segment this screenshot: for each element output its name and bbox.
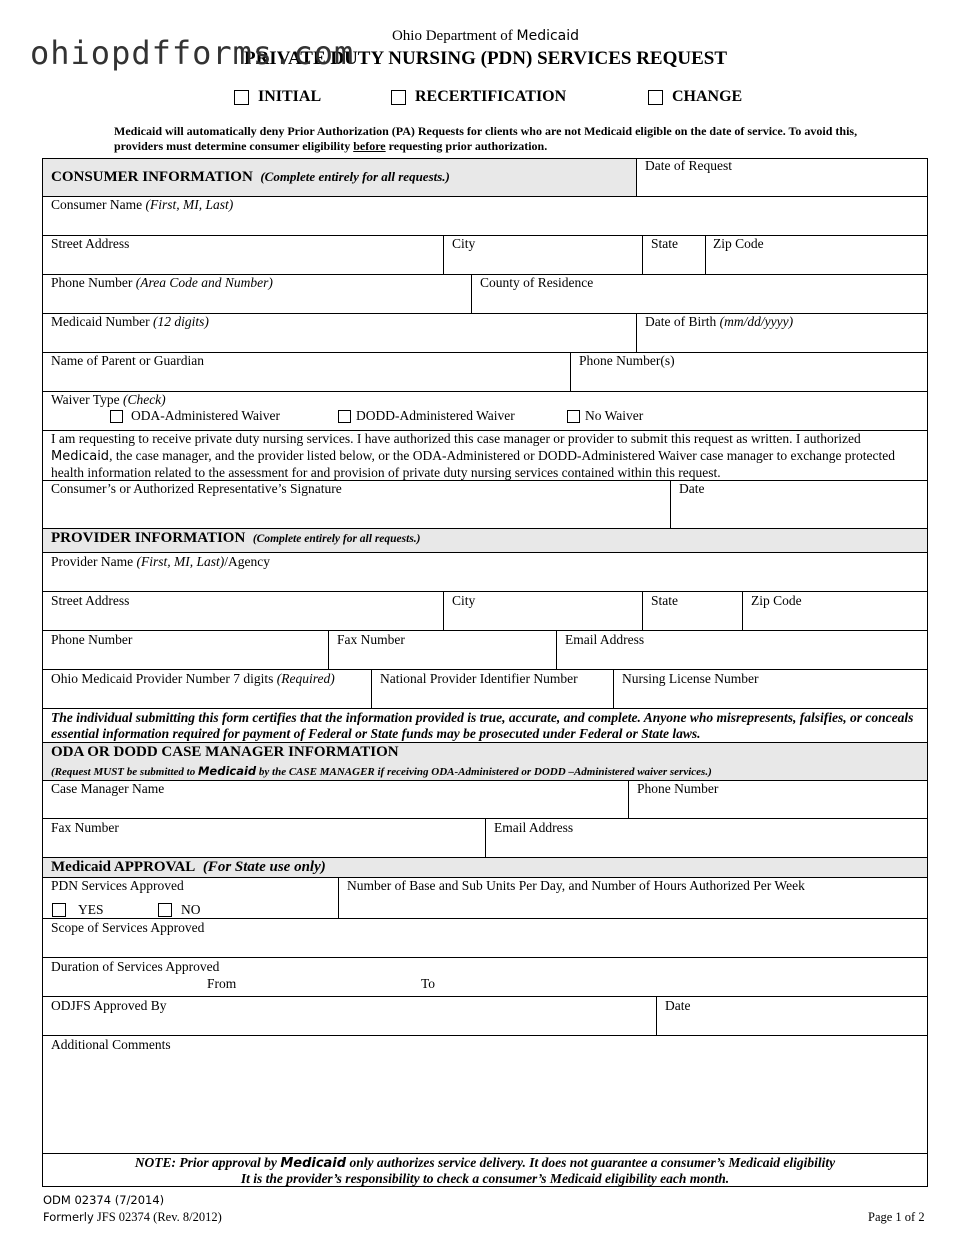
guardian-phone-field[interactable]: Phone Number(s): [579, 353, 675, 368]
certification-statement: The individual submitting this form certifies that the information provided is true, accurate, and complete. Anyone who misrepresents, falsifies, or conceals essential information required for payment of Federal or State funds may be prosecuted under Federal or State laws.: [51, 710, 914, 741]
note-text-1: NOTE: Prior approval by: [134, 1155, 281, 1170]
oda-waiver-checkbox[interactable]: [110, 410, 123, 423]
approved-by-field[interactable]: ODJFS Approved By: [51, 998, 167, 1013]
note-line-2: It is the provider’s responsibility to check a consumer’s Medicaid eligibility each month.: [240, 1171, 730, 1186]
consumer-state-field[interactable]: State: [651, 236, 678, 251]
auth-text-2: , the case manager, and the provider listed below, or the ODA-Administered or DODD-Administered Waiver case manager to exchange protected health information related to the assessment for and provision of private duty nursing services contained within this request.: [51, 447, 896, 480]
provider-email-field[interactable]: Email Address: [565, 632, 645, 647]
consumer-name-hint: (First, MI, Last): [145, 197, 234, 212]
page-number: Page 1 of 2: [868, 1210, 925, 1224]
medicaid-number-hint: (12 digits): [152, 314, 209, 329]
form-number: ODM 02374 (7/2014): [43, 1193, 165, 1207]
note-medicaid: Medicaid: [280, 1156, 347, 1171]
no-waiver-option[interactable]: [567, 408, 643, 424]
provider-title-text: PROVIDER INFORMATION: [51, 530, 246, 546]
change-checkbox[interactable]: [648, 90, 663, 105]
agency-medicaid: Medicaid: [516, 28, 580, 44]
dodd-waiver-label: DODD-Administered Waiver: [356, 408, 515, 423]
notice-text-2: requesting prior authorization.: [385, 139, 548, 153]
yes-checkbox[interactable]: [52, 903, 66, 917]
provider-phone-field[interactable]: Phone Number: [51, 632, 133, 647]
note-line-1: [42, 1155, 928, 1172]
auth-medicaid: Medicaid: [51, 448, 110, 464]
initial-label: INITIAL: [258, 88, 322, 105]
approval-date-field[interactable]: Date: [665, 998, 691, 1013]
ohio-provider-number-hint: (Required): [276, 671, 335, 686]
provider-section-title: [51, 530, 421, 547]
provider-state-field[interactable]: State: [651, 593, 678, 608]
ohio-provider-number-field[interactable]: [51, 671, 335, 687]
consumer-signature-field[interactable]: Consumer’s or Authorized Representative’s Signature: [51, 481, 342, 496]
ohio-provider-number-label: Ohio Medicaid Provider Number 7 digits: [51, 671, 277, 686]
no-option[interactable]: [158, 902, 201, 918]
consumer-phone-label: Phone Number: [51, 275, 136, 290]
waiver-type-hint: (Check): [122, 392, 166, 407]
consumer-street-field[interactable]: Street Address: [51, 236, 130, 251]
formerly-text: [43, 1210, 222, 1225]
notice-text-1: Medicaid will automatically deny Prior Authorization (PA) Requests for clients who are not Medicaid eligible on the date of service. To avoid this, providers must determine consumer eligibility: [114, 124, 858, 153]
provider-section-note: (Complete entirely for all requests.): [252, 533, 421, 545]
consumer-section-title: [51, 169, 450, 186]
formerly-word: Formerly: [43, 1210, 94, 1224]
authorization-statement: [51, 431, 923, 482]
initial-option[interactable]: [234, 88, 321, 106]
consumer-city-field[interactable]: City: [452, 236, 476, 251]
case-manager-name-field[interactable]: Case Manager Name: [51, 781, 165, 796]
consumer-signature-date-field[interactable]: Date: [679, 481, 705, 496]
no-checkbox[interactable]: [158, 903, 172, 917]
yes-label: YES: [78, 902, 104, 917]
change-label: CHANGE: [672, 88, 743, 105]
change-option[interactable]: [648, 88, 742, 106]
provider-name-field[interactable]: [51, 554, 270, 570]
date-of-request-field[interactable]: Date of Request: [645, 158, 732, 173]
consumer-section-note: (Complete entirely for all requests.): [260, 169, 450, 184]
consumer-phone-hint: (Area Code and Number): [135, 275, 273, 290]
county-field[interactable]: County of Residence: [480, 275, 594, 290]
guardian-name-field[interactable]: Name of Parent or Guardian: [51, 353, 204, 368]
approval-section-note: (For State use only): [202, 859, 326, 875]
case-manager-email-field[interactable]: Email Address: [494, 820, 574, 835]
dob-label: Date of Birth: [645, 314, 720, 329]
provider-fax-field[interactable]: Fax Number: [337, 632, 405, 647]
waiver-type-label: [51, 392, 166, 408]
cm-sub-text-1: (Request MUST be submitted to: [51, 766, 198, 778]
recertification-label: RECERTIFICATION: [415, 88, 567, 105]
initial-checkbox[interactable]: [234, 90, 249, 105]
consumer-name-label: Consumer Name: [51, 197, 146, 212]
provider-name-hint: (First, MI, Last): [136, 554, 225, 569]
recertification-checkbox[interactable]: [391, 90, 406, 105]
yes-option[interactable]: [52, 902, 104, 918]
provider-name-label: Provider Name: [51, 554, 137, 569]
consumer-name-field[interactable]: [51, 197, 233, 213]
provider-street-field[interactable]: Street Address: [51, 593, 130, 608]
formerly-rest: JFS 02374 (Rev. 8/2012): [93, 1210, 222, 1224]
case-manager-section-title: ODA OR DODD CASE MANAGER INFORMATION: [51, 744, 399, 760]
oda-waiver-label: ODA-Administered Waiver: [131, 408, 281, 423]
dob-field[interactable]: [645, 314, 793, 330]
duration-from-field[interactable]: From: [207, 976, 237, 991]
npi-field[interactable]: National Provider Identifier Number: [380, 671, 578, 686]
case-manager-subtitle: [51, 764, 712, 778]
waiver-type-text: Waiver Type: [51, 392, 123, 407]
provider-name-suffix: /Agency: [224, 554, 270, 569]
dob-hint: (mm/dd/yyyy): [719, 314, 794, 329]
form-title: PRIVATE DUTY NURSING (PDN) SERVICES REQUEST: [243, 48, 728, 69]
provider-city-field[interactable]: City: [452, 593, 476, 608]
nursing-license-field[interactable]: Nursing License Number: [622, 671, 759, 686]
medicaid-number-field[interactable]: [51, 314, 209, 330]
notice-before: before: [353, 139, 386, 153]
cm-sub-text-2: by the CASE MANAGER if receiving ODA-Administered or DODD –Administered waiver services.): [256, 766, 712, 778]
watermark: ohiopdfforms.com: [30, 34, 355, 72]
duration-label: Duration of Services Approved: [51, 959, 220, 974]
case-manager-fax-field[interactable]: Fax Number: [51, 820, 119, 835]
note-text-2: only authorizes service delivery. It does not guarantee a consumer’s Medicaid eligibility: [346, 1155, 836, 1170]
agency-prefix: Ohio Department of: [391, 28, 517, 44]
no-label: NO: [181, 902, 201, 917]
consumer-zip-field[interactable]: Zip Code: [713, 236, 764, 251]
eligibility-notice: [114, 124, 864, 154]
approval-title-text: Medicaid APPROVAL: [51, 859, 196, 875]
consumer-phone-field[interactable]: [51, 275, 273, 291]
auth-text-1: I am requesting to receive private duty nursing services. I have authorized this case manager or provider to submit this request as written. I authorized: [51, 431, 861, 446]
pdn-approved-label: PDN Services Approved: [51, 878, 184, 893]
case-manager-phone-field[interactable]: Phone Number: [637, 781, 719, 796]
additional-comments-field[interactable]: Additional Comments: [51, 1037, 171, 1052]
units-field[interactable]: Number of Base and Sub Units Per Day, and Number of Hours Authorized Per Week: [347, 878, 805, 893]
duration-to-field[interactable]: To: [421, 976, 436, 991]
recertification-option[interactable]: [391, 88, 566, 106]
oda-waiver-option[interactable]: [110, 408, 280, 424]
dodd-waiver-checkbox[interactable]: [338, 410, 351, 423]
dodd-waiver-option[interactable]: [338, 408, 515, 424]
provider-zip-field[interactable]: Zip Code: [751, 593, 802, 608]
cm-sub-medicaid: Medicaid: [197, 764, 257, 778]
medicaid-number-label: Medicaid Number: [51, 314, 153, 329]
scope-field[interactable]: Scope of Services Approved: [51, 920, 205, 935]
no-waiver-checkbox[interactable]: [567, 410, 580, 423]
consumer-title-text: CONSUMER INFORMATION: [51, 169, 253, 185]
no-waiver-label: No Waiver: [585, 408, 644, 423]
approval-section-title: [51, 859, 326, 876]
